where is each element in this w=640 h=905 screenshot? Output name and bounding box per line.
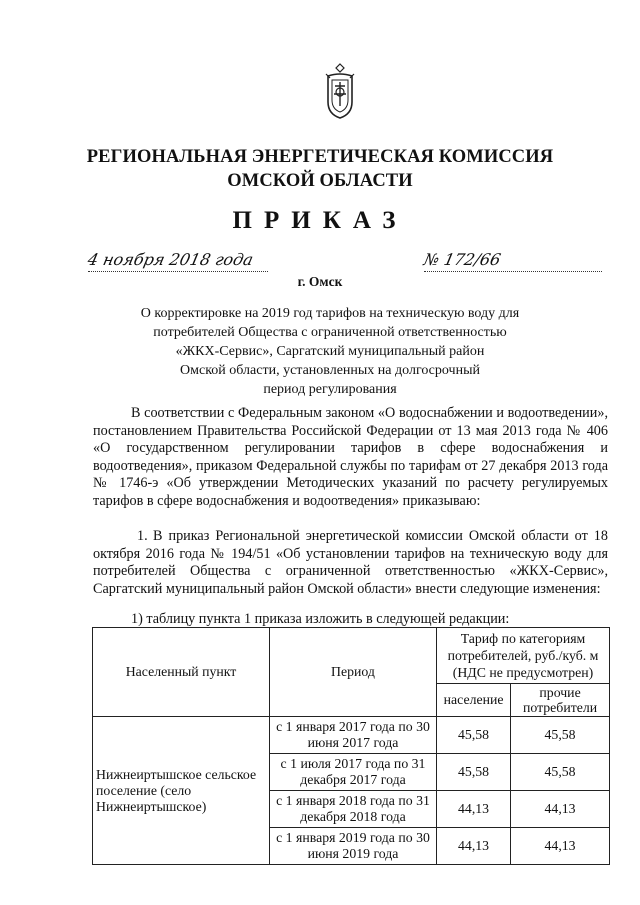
period-cell: с 1 января 2019 года по 30 июня 2019 года (270, 828, 437, 865)
col-header-population: население (437, 683, 511, 716)
order-subject: О корректировке на 2019 год тарифов на техническую воду для потребителей Общества с ограниченной ответственностью «ЖКХ-Сервис», Саргатский муниципальный район Омской области, установленных на долгосрочный период регулирования (140, 306, 520, 397)
subitem-1-paragraph: 1) таблицу пункта 1 приказа изложить в следующей редакции: (131, 611, 510, 627)
other-tariff-cell: 44,13 (511, 828, 610, 865)
table-row (93, 717, 610, 754)
other-tariff-cell: 45,58 (511, 754, 610, 791)
document-type-title: ПРИКАЗ (232, 207, 408, 234)
population-tariff-cell: 44,13 (437, 791, 511, 828)
population-tariff-cell: 44,13 (437, 828, 511, 865)
other-tariff-cell: 45,58 (511, 717, 610, 754)
period-cell: с 1 июля 2017 года по 31 декабря 2017 года (270, 754, 437, 791)
period-cell: с 1 января 2017 года по 30 июня 2017 года (270, 717, 437, 754)
city-label: г. Омск (297, 274, 343, 289)
organization-name-line2: ОМСКОЙ ОБЛАСТИ (227, 171, 413, 191)
col-header-tariff: Тариф по категориям потребителей, руб./куб. м (НДС не предусмотрен) (437, 628, 610, 684)
preamble-paragraph: В соответствии с Федеральным законом «О водоснабжении и водоотведении», постановлением Правительства Российской Федерации от 13 мая 2013 года № 406 «О государственном регулировании тарифов в сфере водоснабжения и водоотведения», приказом Федеральной службы по тарифам от 27 декабря 2013 года № 1746-э «Об утверждении Методических указаний по расчету регулируемых тарифов в сфере водоснабжения и водоотведения» приказываю: (93, 405, 608, 509)
tariff-table (92, 627, 610, 865)
col-header-period: Период (270, 628, 437, 717)
handwritten-date: 4 ноября 2018 года (85, 250, 255, 269)
item-1-number: 1. (137, 528, 148, 544)
item-1-paragraph (93, 528, 608, 598)
other-tariff-cell: 44,13 (511, 791, 610, 828)
item-1-text: В приказ Региональной энергетической комиссии Омской области от 18 октября 2016 года № 194/51 «Об установлении тарифов на техническую воду для потребителей Общества с ограниченной ответственностью «ЖКХ-Сервис», Саргатский муниципальный район Омской области» внести следующие изменения: (93, 528, 608, 597)
number-underline (424, 271, 602, 272)
col-header-location: Населенный пункт (93, 628, 270, 717)
period-cell: с 1 января 2018 года по 31 декабря 2018 года (270, 791, 437, 828)
coat-of-arms-icon (322, 62, 358, 120)
location-cell: Нижнеиртышское сельское поселение (село Нижнеиртышское) (93, 717, 270, 865)
col-header-other-consumers: прочие потребители (511, 683, 610, 716)
population-tariff-cell: 45,58 (437, 717, 511, 754)
population-tariff-cell: 45,58 (437, 754, 511, 791)
date-underline (88, 271, 268, 272)
handwritten-order-number: № 172/66 (421, 250, 503, 269)
organization-name-line1: РЕГИОНАЛЬНАЯ ЭНЕРГЕТИЧЕСКАЯ КОМИССИЯ (86, 147, 554, 167)
